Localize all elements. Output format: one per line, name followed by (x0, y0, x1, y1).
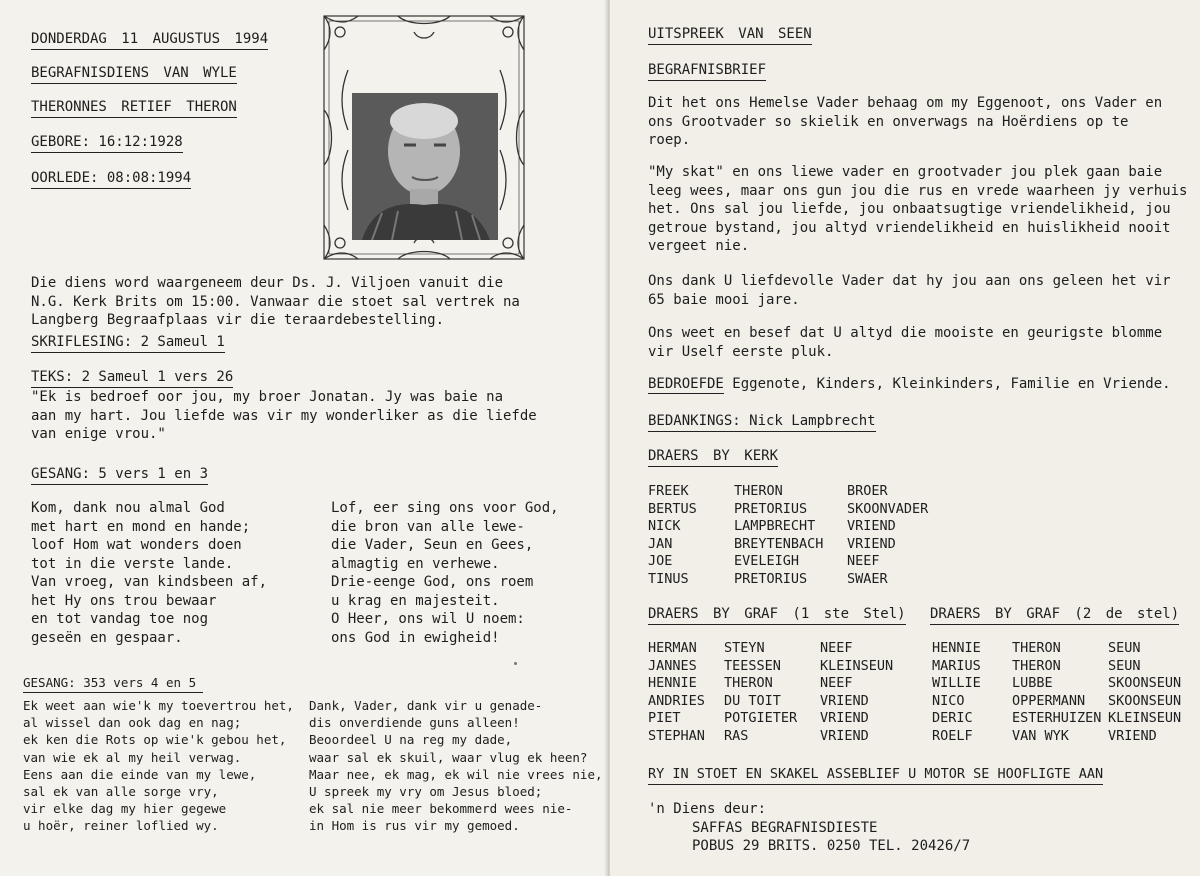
bearer-relation: VRIEND (847, 518, 896, 534)
bearer-surname: EVELEIGH (734, 553, 800, 569)
bearer-first-name: PIET (648, 710, 681, 726)
verse-line: en tot vandag toe nog (31, 611, 209, 627)
bearer-relation: SKOONSEUN (1108, 692, 1182, 709)
letter-line: ons Grootvader so skielik en onverwags na Hoërdiens op te (648, 113, 1129, 130)
verse-line: O Heer, ons wil U noem: (331, 611, 525, 627)
bearer-row (932, 693, 1200, 711)
letter-line: "My skat" en ons liewe vader en grootvader jou plek gaan baie (648, 164, 1163, 180)
headlights-notice: RY IN STOET EN SKAKEL ASSEBLIEF U MOTOR SE HOOFLIGTE AAN (648, 766, 1103, 785)
bearer-surname: THERON (1012, 657, 1061, 674)
text-heading: TEKS: 2 Sameul 1 vers 26 (31, 369, 233, 388)
bearer-relation: VRIEND (820, 710, 869, 726)
thanks-line: BEDANKINGS: Nick Lampbrecht (648, 413, 876, 432)
bearers-grave2-heading: DRAERS BY GRAF (2 de stel) (930, 606, 1179, 625)
bearers-grave1-list (648, 640, 910, 745)
letter-line: Dit het ons Hemelse Vader behaag om my Eggenoot, ons Vader en (648, 95, 1163, 111)
bereaved-line (648, 376, 1171, 393)
intro-line: Die diens word waargeneem deur Ds. J. Viljoen vanuit die (31, 275, 504, 291)
bearer-relation: KLEINSEUN (820, 657, 894, 674)
letter-line: roep. (648, 132, 691, 148)
bearer-first-name: TINUS (648, 570, 689, 587)
bearer-surname: RAS (724, 727, 749, 744)
bearer-first-name: HENNIE (932, 640, 981, 656)
letter-line: Ons weet en besef dat U altyd die mooiste en geurigste blomme (648, 325, 1163, 341)
bearer-first-name: DERIC (932, 710, 973, 726)
service-by-label: 'n Diens deur: (648, 801, 767, 817)
verse-line: dis onverdiende guns alleen! (309, 715, 520, 731)
verse-line: Drie-eenge God, ons roem (331, 574, 534, 590)
text-line: van enige vrou." (31, 426, 166, 442)
bearers-church-heading: DRAERS BY KERK (648, 448, 778, 467)
verse-line: in Hom is rus vir my gemoed. (309, 818, 520, 834)
bearer-relation: SKOONSEUN (1108, 675, 1182, 691)
verse-line: die bron van alle lewe- (331, 518, 525, 535)
bereaved-text: Eggenote, Kinders, Kleinkinders, Familie en Vriende. (732, 376, 1171, 392)
funeral-company: SAFFAS BEGRAFNISDIESTE (692, 820, 878, 836)
bearer-row (648, 693, 910, 711)
bearer-row (932, 728, 1200, 746)
verse-line: al wissel dan ook dag en nag; (23, 715, 242, 731)
letter-line: Ons dank U liefdevolle Vader dat hy jou aan ons geleen het vir (648, 273, 1171, 289)
bearer-first-name: JAN (648, 535, 673, 552)
bearer-row (648, 536, 947, 554)
bearer-row (648, 518, 947, 536)
verse-line: ek ken die Rots op wie'k gebou het, (23, 732, 287, 748)
letter-heading: BEGRAFNISBRIEF (648, 62, 766, 81)
bearer-relation: SWAER (847, 570, 888, 587)
verse-line: die Vader, Seun en Gees, (331, 537, 534, 553)
bearer-row (648, 658, 910, 676)
bearer-relation: VRIEND (820, 727, 869, 744)
bearer-surname: PRETORIUS (734, 500, 808, 517)
bearer-row (648, 483, 947, 501)
letter-para-1 (648, 94, 1162, 150)
letter-line: het. Ons sal jou liefde, jou onbaatsugtige vriendelikheid, jou (648, 201, 1171, 217)
verse-line: loof Hom wat wonders doen (31, 537, 242, 553)
verse-line: van wie ek al my heil verwag. (23, 749, 242, 765)
bearer-row (932, 640, 1200, 658)
bearers-church-list (648, 483, 947, 588)
verse-line: Van vroeg, van kindsbeen af, (31, 574, 268, 590)
letter-para-4 (648, 324, 1162, 361)
bearer-first-name: ROELF (932, 727, 973, 744)
bearer-relation: BROER (847, 483, 888, 499)
scripture-reading: SKRIFLESING: 2 Sameul 1 (31, 334, 225, 353)
bearer-row (648, 571, 947, 589)
bearer-relation: SEUN (1108, 640, 1141, 656)
bearer-first-name: HERMAN (648, 640, 697, 656)
letter-line: vergeet nie. (648, 238, 750, 254)
bearer-first-name: NICO (932, 692, 965, 709)
right-page (610, 0, 1200, 876)
bearer-relation: SEUN (1108, 657, 1141, 674)
bearer-first-name: STEPHAN (648, 727, 705, 744)
paper-speck (514, 662, 517, 665)
letter-line: getroue bystand, jou altyd vriendelikheid en huislikheid nooit (648, 219, 1171, 236)
letter-para-2 (648, 163, 1187, 256)
intro-line: N.G. Kerk Brits om 15:00. Vanwaar die stoet sal vertrek na (31, 293, 520, 310)
bearer-relation: SKOONVADER (847, 500, 929, 517)
service-date: DONDERDAG 11 AUGUSTUS 1994 (31, 31, 268, 50)
verse-line: U spreek my vry om Jesus bloed; (309, 784, 543, 800)
verse-line: tot in die verste lande. (31, 555, 234, 572)
bearer-relation: KLEINSEUN (1108, 710, 1182, 726)
bearer-relation: NEEF (847, 553, 880, 569)
verse-line: met hart en mond en hande; (31, 518, 251, 535)
verse-line: Dank, Vader, dank vir u genade- (309, 698, 543, 713)
bearer-surname: THERON (724, 675, 773, 691)
bearer-row (648, 553, 947, 571)
company-address: POBUS 29 BRITS. 0250 TEL. 20426/7 (692, 838, 971, 854)
bearer-first-name: WILLIE (932, 675, 981, 691)
verse-line: Beoordeel U na reg my dade, (309, 732, 513, 748)
hymn2-verse5 (309, 697, 603, 835)
verse-line: waar sal ek skuil, waar vlug ek heen? (309, 749, 588, 765)
verse-line: Kom, dank nou almal God (31, 500, 225, 516)
bearer-row (932, 658, 1200, 676)
bearer-row (648, 675, 910, 693)
verse-line: u krag en majesteit. (331, 592, 500, 609)
text-line: aan my hart. Jou liefde was vir my wonderliker as die liefde (31, 407, 537, 424)
bearer-row (648, 501, 947, 519)
bearer-surname: VAN WYK (1012, 727, 1069, 744)
bearers-grave2-list (932, 640, 1200, 745)
intro-paragraph (31, 274, 520, 330)
bearer-row (932, 675, 1200, 693)
bearer-surname: OPPERMANN (1012, 692, 1086, 709)
portrait-photo (352, 93, 498, 240)
bearers-grave1-heading: DRAERS BY GRAF (1 ste Stel) (648, 606, 906, 625)
verse-line: Lof, eer sing ons voor God, (331, 500, 559, 516)
verse-line: u hoër, reiner loflied wy. (23, 818, 219, 834)
verse-line: het Hy ons trou bewaar (31, 592, 217, 609)
hymn1-verse3 (331, 499, 559, 647)
verse-line: sal ek van alle sorge vry, (23, 784, 219, 800)
intro-line: Langberg Begraafplaas vir die teraardebestelling. (31, 312, 445, 328)
hymn1-verse1 (31, 499, 267, 647)
bearer-surname: DU TOIT (724, 692, 781, 709)
bearer-surname: POTGIETER (724, 710, 798, 726)
bearer-first-name: BERTUS (648, 500, 697, 517)
verse-line: vir elke dag my hier gegewe (23, 801, 227, 817)
bearer-relation: VRIEND (847, 535, 896, 552)
bearer-surname: PRETORIUS (734, 570, 808, 587)
verse-line: Eens aan die einde van my lewe, (23, 766, 257, 782)
bearer-surname: TEESSEN (724, 657, 781, 674)
bearer-first-name: NICK (648, 518, 681, 534)
text-body (31, 388, 537, 444)
letter-para-3 (648, 272, 1171, 309)
bearer-surname: LAMPBRECHT (734, 518, 816, 534)
bearer-surname: THERON (734, 483, 783, 499)
portrait-image (352, 93, 498, 240)
bearer-first-name: MARIUS (932, 657, 981, 674)
death-date: OORLEDE: 08:08:1994 (31, 170, 191, 189)
bearer-surname: LUBBE (1012, 675, 1053, 691)
blessing-heading: UITSPREEK VAN SEEN (648, 26, 812, 45)
hymn2-heading: GESANG: 353 vers 4 en 5 (23, 674, 203, 693)
bearer-first-name: FREEK (648, 483, 689, 499)
bearer-row (648, 728, 910, 746)
bearer-first-name: HENNIE (648, 675, 697, 691)
bearer-first-name: ANDRIES (648, 692, 705, 709)
verse-line: Ek weet aan wie'k my toevertrou het, (23, 698, 294, 713)
bearer-relation: NEEF (820, 640, 853, 656)
letter-line: leeg wees, maar ons gun jou die rus en vrede waarheen jy verhuis (648, 182, 1188, 199)
bearer-relation: VRIEND (1108, 727, 1157, 744)
hymn2-verse4 (23, 697, 294, 835)
bearer-surname: BREYTENBACH (734, 535, 824, 552)
bearer-surname: THERON (1012, 640, 1061, 656)
deceased-name: THERONNES RETIEF THERON (31, 99, 237, 118)
bearer-row (648, 640, 910, 658)
letter-line: vir Uself eerste pluk. (648, 343, 834, 360)
bearer-relation: VRIEND (820, 692, 869, 709)
bereaved-label: BEDROEFDE (648, 376, 724, 392)
letter-line: 65 baie mooi jare. (648, 291, 800, 308)
bearer-first-name: JANNES (648, 657, 697, 674)
verse-line: Maar nee, ek mag, ek wil nie vrees nie, (309, 766, 603, 782)
verse-line: ons God in ewigheid! (331, 629, 500, 646)
verse-line: geseën en gespaar. (31, 629, 183, 646)
verse-line: ek sal nie meer bekommerd wees nie- (309, 801, 573, 817)
text-line: "Ek is bedroef oor jou, my broer Jonatan. Jy was baie na (31, 389, 504, 405)
bearer-relation: NEEF (820, 675, 853, 691)
hymn1-heading: GESANG: 5 vers 1 en 3 (31, 466, 208, 485)
bearer-first-name: JOE (648, 553, 673, 569)
bearer-row (932, 710, 1200, 728)
service-label: BEGRAFNISDIENS VAN WYLE (31, 65, 237, 84)
bearer-row (648, 710, 910, 728)
bearer-surname: ESTERHUIZEN (1012, 710, 1102, 726)
birth-date: GEBORE: 16:12:1928 (31, 134, 183, 153)
verse-line: almagtig en verhewe. (331, 555, 500, 572)
bearer-surname: STEYN (724, 640, 765, 656)
